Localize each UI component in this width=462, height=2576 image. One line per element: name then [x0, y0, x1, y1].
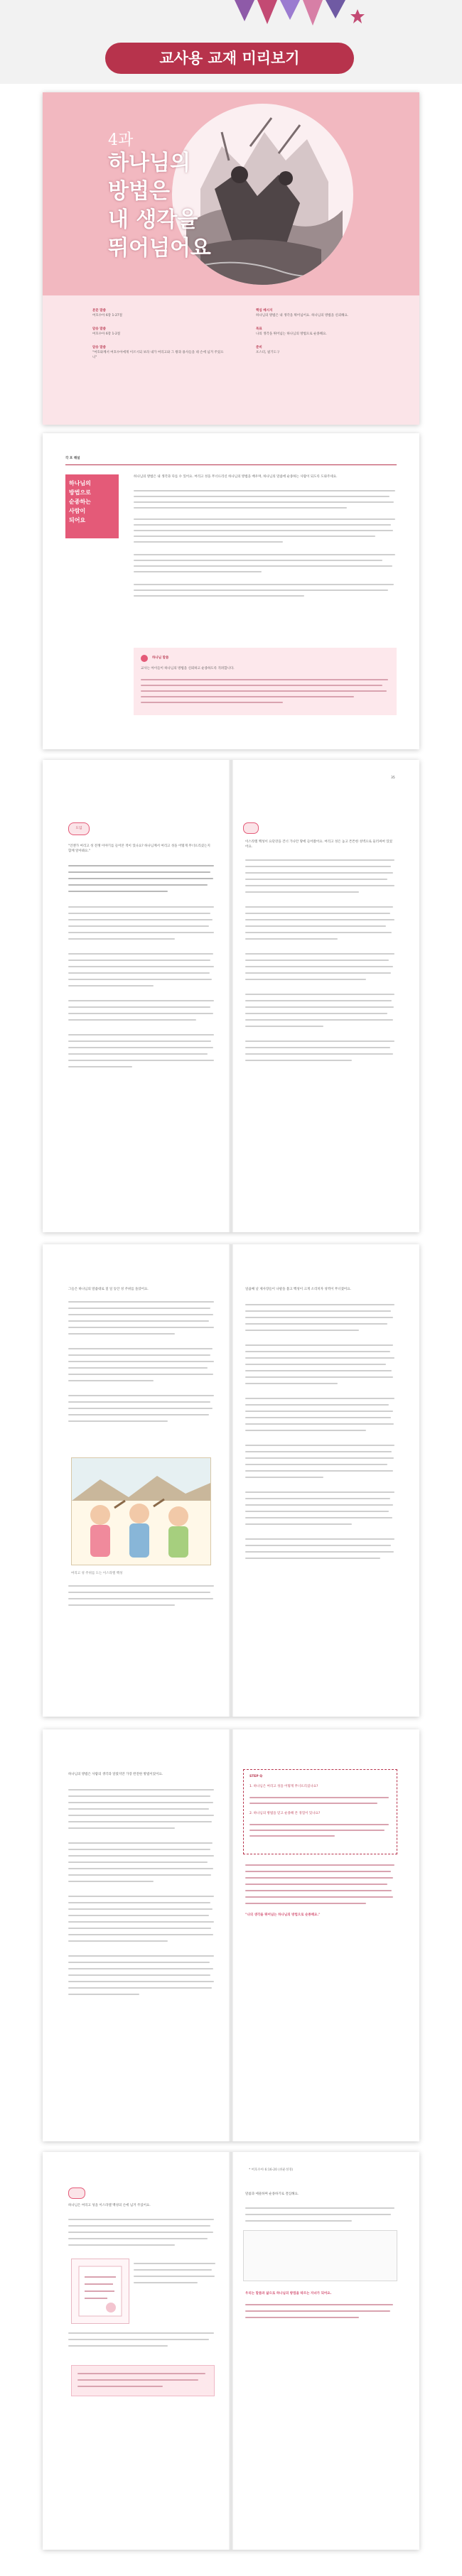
- info-item: [256, 308, 384, 318]
- spine-shadow: [229, 1244, 233, 1717]
- bubble-label: 도입: [75, 827, 82, 830]
- spread-page-1: [43, 760, 419, 1232]
- spread1-right-lines: [245, 859, 398, 1200]
- guide-note-box: [134, 648, 397, 715]
- note-text: 교사는 아이들이 하나님의 방법을 신뢰하고 순종하도록 격려합니다.: [141, 667, 235, 670]
- step-box: [243, 1769, 397, 1854]
- info-text: 여호수아 6장 1-2절: [92, 332, 121, 336]
- info-label: 목표: [256, 327, 262, 331]
- title-line: 하나님의: [108, 151, 190, 175]
- spine-shadow: [229, 1729, 233, 2141]
- info-text: 하나님의 방법은 내 생각을 뛰어넘어요. 하나님의 방법을 신뢰해요.: [256, 314, 349, 317]
- note-label: 하나님 말씀: [152, 656, 169, 660]
- info-item: [92, 345, 227, 360]
- guide-label: 각 포 해설: [65, 457, 80, 460]
- info-label: 암송 말씀: [92, 327, 106, 331]
- info-label: 암송 말씀: [92, 346, 106, 349]
- info-label: 준비: [256, 346, 262, 349]
- story-illustration: [71, 1457, 211, 1565]
- spine-shadow: [229, 2152, 233, 2550]
- spread2-left-lines-top: [68, 1301, 217, 1457]
- spread3-left-text: 하나님의 방법은 사람의 생각과 달랐지만 가장 완전한 방법이었어요.: [68, 1773, 163, 1776]
- bunting-decoration: [235, 0, 348, 43]
- bubble-right: [243, 822, 259, 834]
- spread-page-2: [43, 1244, 419, 1717]
- banner-title: 교사용 교재 미리보기: [159, 50, 300, 67]
- spread1-left-text: "언젠가 여리고 성 전쟁 이야기를 들어본 적이 있나요? 하나님께서 여리고 성을 어떻게 무너뜨리셨는지 함께 알아봐요.": [68, 844, 210, 853]
- spread-page-4: [43, 2152, 419, 2550]
- info-text: 포스터, 필기도구: [256, 351, 280, 354]
- cover-page: [43, 92, 419, 425]
- title-line: 뛰어넘어요: [108, 236, 211, 261]
- spread4-left-text: 하나님은 여리고 성을 이스라엘 백성의 손에 넘겨 주셨어요.: [68, 2204, 151, 2207]
- star-icon: [350, 9, 365, 24]
- side-title-line: 되어요: [69, 517, 86, 523]
- guide-page: [43, 433, 419, 749]
- worksheet-lines: [134, 2263, 219, 2320]
- prayer-box: [71, 2365, 215, 2396]
- info-text: 여호수아 6장 1-27절: [92, 314, 123, 317]
- people-marching-illustration: [72, 1458, 210, 1565]
- worksheet-icon: [72, 2259, 129, 2323]
- side-title-line: 하나님의: [69, 480, 91, 487]
- header-note: * 여호수아 6:16-20 (쉬운성경): [249, 2168, 294, 2172]
- spread4-pink-lines: [245, 2304, 398, 2347]
- bubble-left: [68, 822, 90, 835]
- cover-hero: [43, 92, 419, 295]
- spread4-right-text: 말씀과 예물하며 순종하기로 결심해요.: [245, 2192, 299, 2196]
- info-item: [92, 327, 227, 337]
- step-question-1: 1. 하나님은 여리고 성을 어떻게 무너뜨리셨나요?: [249, 1785, 318, 1788]
- worksheet-thumbnail: [71, 2259, 129, 2324]
- note-icon: [141, 655, 148, 662]
- info-item: [256, 345, 384, 355]
- info-item: [256, 327, 384, 337]
- title-line: 내 생각을: [108, 207, 198, 232]
- spread4-pink-text: 우리는 말씀과 삶으로 하나님의 방법을 따르는 자녀가 되어요.: [245, 2292, 332, 2295]
- illustration-caption: 여리고 성 주위를 도는 이스라엘 백성: [71, 1572, 123, 1575]
- guide-body-text: 하나님의 방법은 내 생각과 다를 수 있어요. 여리고 성을 무너뜨리신 하나님의 방법을 배우며, 하나님의 말씀에 순종하는 사람이 되도록 도와주세요.: [134, 475, 338, 479]
- spread3-pink-text: "나의 생각을 뛰어넘는 하나님의 방법으로 순종해요.": [245, 1913, 321, 1917]
- step-question-2: 2. 하나님의 방법을 믿고 순종해 본 경험이 있나요?: [249, 1812, 321, 1815]
- bubble-left: [68, 2188, 85, 2199]
- spread1-left-lines: [68, 865, 217, 1206]
- info-item: [92, 308, 227, 318]
- cover-title: [108, 149, 293, 263]
- page-number: 35: [391, 776, 395, 780]
- spread2-left-lines-bottom: [68, 1585, 217, 1628]
- spread-page-3: [43, 1729, 419, 2141]
- spread1-right-text: 이스라엘 백성이 요단강을 건너 가나안 땅에 들어왔어요. 여리고 성은 높고 튼튼한 성벽으로 둘러싸여 있었어요.: [245, 840, 392, 849]
- spread3-right-lines: [245, 1864, 398, 1950]
- side-title-line: 순종하는: [69, 499, 91, 505]
- info-right: [256, 308, 384, 355]
- guide-header-line: [65, 464, 397, 465]
- info-label: 본문 말씀: [92, 309, 106, 313]
- info-text: "여호와께서 여호수아에게 이르시되 보라 내가 여리고와 그 왕과 용사들을 네 손에 넘겨 주었으니": [92, 351, 224, 359]
- info-label: 핵심 메시지: [256, 309, 273, 313]
- step-label: STEP Q: [249, 1775, 263, 1778]
- lesson-label: 4과: [108, 131, 134, 149]
- guide-body-lines: [134, 490, 397, 632]
- guide-side-title: [65, 474, 119, 538]
- spread2-right-lines: [245, 1304, 398, 1673]
- side-title-line: 방법으로: [69, 489, 91, 496]
- info-text: 나의 생각을 뛰어넘는 하나님의 방법으로 순종해요.: [256, 332, 327, 336]
- title-line: 방법은: [108, 179, 170, 204]
- cover-info: [43, 295, 419, 425]
- spine-shadow: [229, 760, 233, 1232]
- banner: [0, 0, 462, 84]
- spread3-left-lines: [68, 1789, 217, 2116]
- spread2-right-text: 일곱째 날 제사장들이 나팔을 불고 백성이 크게 소리치자 성벽이 무너졌어요.: [245, 1288, 352, 1291]
- info-left: [92, 308, 227, 360]
- answer-box: [243, 2230, 397, 2281]
- spread2-left-text: 그들은 하나님의 말씀대로 칠 일 동안 성 주위를 돌았어요.: [68, 1288, 149, 1291]
- side-title-line: 사람이: [69, 508, 86, 514]
